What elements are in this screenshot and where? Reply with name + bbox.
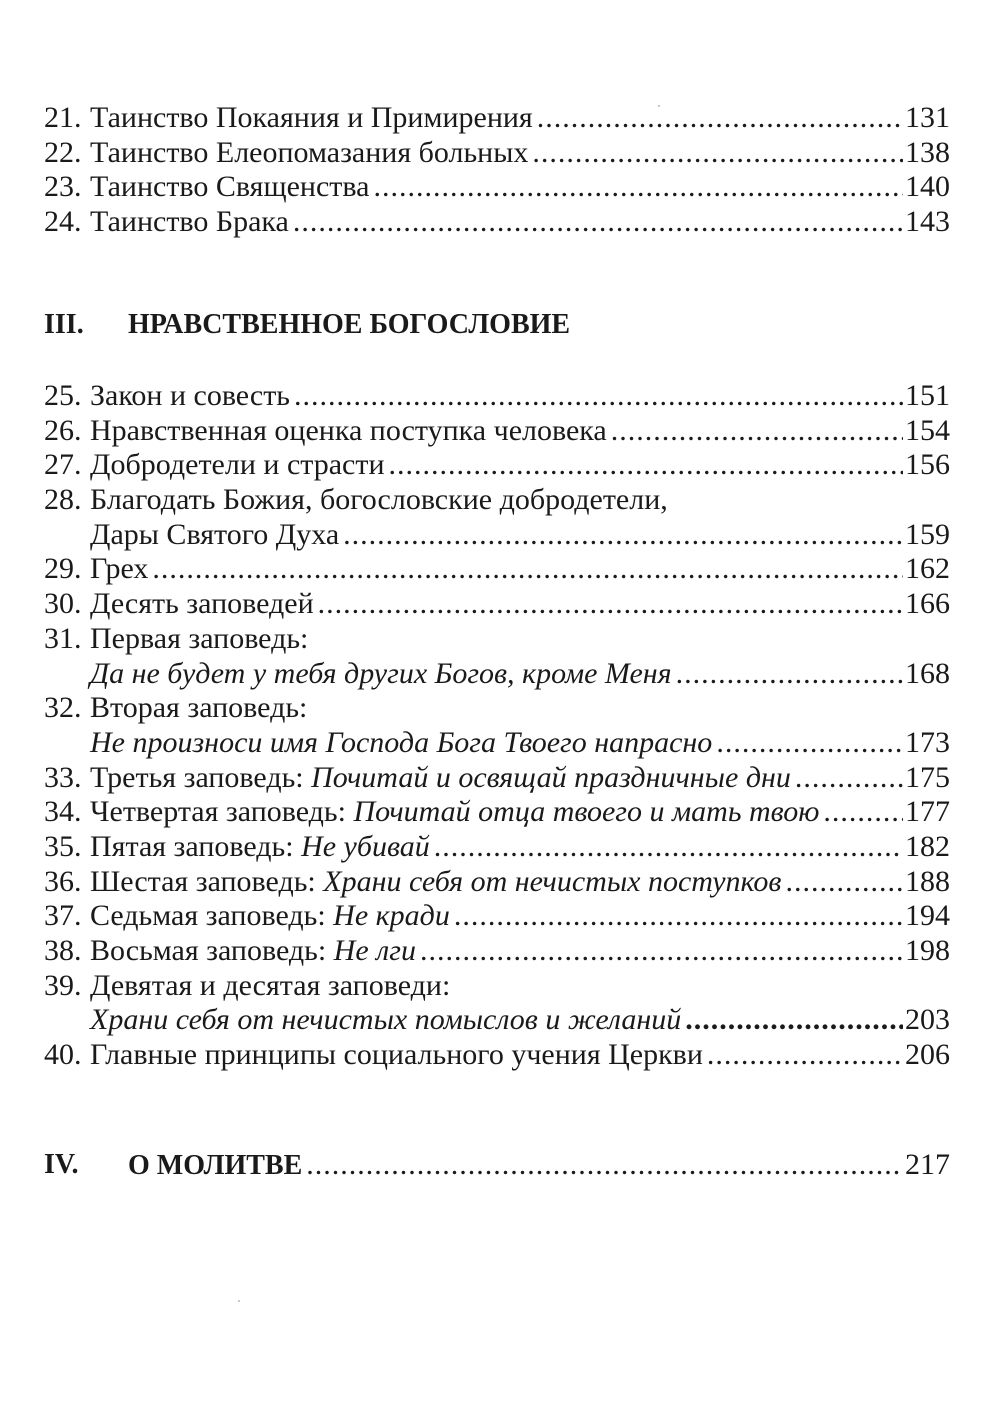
entry-number: 29.: [44, 552, 82, 586]
entry-page: 166: [905, 587, 950, 621]
toc-entry: [44, 969, 950, 1004]
commandment-text: Почитай и освящай праздничные дни: [311, 760, 791, 794]
toc-entry-continuation: [44, 518, 950, 553]
toc-entry: [44, 830, 950, 865]
entry-title: Добродетели и страсти: [90, 448, 385, 482]
commandment-text: Не лги: [333, 934, 416, 967]
dot-leader: [420, 934, 903, 969]
entry-title: Четвертая заповедь:: [90, 795, 354, 829]
toc-entry-continuation: [44, 1003, 950, 1038]
entry-number: 40.: [44, 1038, 82, 1072]
entry-page: 206: [905, 1038, 950, 1072]
toc-entry: [44, 205, 950, 240]
entry-title: Грех: [90, 552, 149, 586]
entry-title: Главные принципы социального учения Церкви: [90, 1038, 703, 1072]
dot-leader: [373, 170, 903, 205]
entry-number: 38.: [44, 934, 82, 967]
entry-number: 26.: [44, 413, 82, 447]
entry-title: Третья заповедь:: [90, 760, 312, 794]
entry-title-line-1: Благодать Божия, богословские добродетели,: [90, 483, 668, 517]
section-number: III.: [44, 309, 84, 340]
entry-number: 22.: [44, 135, 82, 169]
entry-title: Нравственная оценка поступка человека: [90, 413, 607, 447]
dot-leader: [685, 1003, 903, 1038]
dot-leader: [389, 448, 903, 483]
toc-entry: [44, 136, 950, 171]
entry-number: 24.: [44, 205, 82, 239]
dot-leader: [795, 761, 903, 796]
toc-entry: [44, 865, 950, 900]
toc-entry: [44, 448, 950, 483]
entry-page: 159: [905, 517, 950, 551]
entry-number: 28.: [44, 483, 82, 517]
section-4-entry: [44, 1147, 950, 1183]
entry-number: 33.: [44, 760, 82, 794]
entry-title: Таинство Брака: [90, 205, 289, 239]
section-title: НРАВСТВЕННОЕ БОГОСЛОВИЕ: [128, 309, 571, 340]
entry-title: Пятая заповедь:: [90, 829, 302, 863]
entry-page: 168: [905, 656, 950, 690]
dot-leader: [785, 865, 903, 900]
entry-number: 31.: [44, 621, 82, 655]
entry-title: Закон и совесть: [90, 379, 290, 412]
entry-page: 151: [905, 379, 950, 412]
commandment-text: Почитай отца твоего и мать твою: [353, 795, 820, 829]
dot-leader: [611, 414, 903, 449]
entry-number: 34.: [44, 795, 82, 829]
entry-page: 203: [905, 1003, 950, 1037]
toc-entry: [44, 552, 950, 587]
entry-title-line-2: Храни себя от нечистых помыслов и желаний: [90, 1003, 682, 1037]
entry-page: 156: [905, 448, 950, 482]
toc-entry: [44, 587, 950, 622]
entry-page: 188: [905, 864, 950, 898]
entry-page: 173: [905, 725, 950, 759]
entry-page: 182: [905, 829, 950, 863]
entry-page: 217: [905, 1148, 950, 1181]
commandment-text: Не убивай: [301, 829, 430, 863]
dot-leader: [434, 830, 903, 865]
entry-number: 36.: [44, 864, 82, 898]
entry-page: 131: [905, 101, 950, 134]
entry-number: 23.: [44, 170, 82, 204]
entry-number: 27.: [44, 448, 82, 482]
toc-entry: [44, 1038, 950, 1073]
toc-section-3: [44, 379, 950, 1073]
entry-page: 177: [905, 795, 950, 829]
entry-title: Восьмая заповедь:: [90, 934, 334, 967]
entry-title: Седьмая заповедь:: [90, 899, 334, 933]
entry-page: 138: [905, 135, 950, 169]
entry-title: Десять заповедей: [90, 587, 314, 621]
toc-entry: [44, 170, 950, 205]
dot-leader: [293, 205, 903, 240]
entry-number: 30.: [44, 587, 82, 621]
entry-title: Таинство Покаяния и Примирения: [90, 101, 533, 134]
dot-leader: [676, 657, 903, 692]
entry-number: 32.: [44, 691, 82, 725]
dot-leader: [306, 1147, 903, 1183]
entry-page: 143: [905, 205, 950, 239]
dot-leader: [707, 1038, 903, 1073]
section-number: IV.: [44, 1149, 79, 1180]
entry-page: 140: [905, 170, 950, 204]
commandment-text: Не кради: [333, 899, 450, 933]
toc-entry: [44, 795, 950, 830]
section-title: О МОЛИТВЕ: [128, 1150, 303, 1181]
dot-leader: [318, 587, 903, 622]
entry-number: 39.: [44, 968, 82, 1002]
entry-page: 175: [905, 760, 950, 794]
toc-entry: [44, 101, 950, 136]
toc-entry: [44, 899, 950, 934]
entry-title-line-2: Не произноси имя Господа Бога Твоего напрасно: [90, 725, 713, 759]
dot-leader: [454, 899, 903, 934]
scan-speck: [658, 105, 660, 107]
toc-entry: [44, 483, 950, 518]
toc-entry-continuation: [44, 726, 950, 761]
entry-title-line-1: Девятая и десятая заповеди:: [90, 968, 451, 1002]
entry-title: Шестая заповедь:: [90, 864, 324, 898]
scan-speck: [238, 1300, 240, 1302]
dot-leader: [343, 518, 903, 553]
dot-leader: [532, 136, 903, 171]
entry-number: 37.: [44, 899, 82, 933]
commandment-text: Храни себя от нечистых поступков: [323, 864, 782, 898]
entry-page: 154: [905, 413, 950, 447]
dot-leader: [294, 379, 903, 414]
dot-leader: [823, 795, 903, 830]
dot-leader: [152, 552, 903, 587]
entry-page: 162: [905, 552, 950, 586]
toc-entry: [44, 414, 950, 449]
dot-leader: [716, 726, 903, 761]
entry-page: 194: [905, 899, 950, 933]
entry-number: 35.: [44, 829, 82, 863]
toc-entry-continuation: [44, 657, 950, 692]
entry-title-line-1: Первая заповедь:: [90, 621, 309, 655]
entry-number: 21.: [44, 101, 82, 134]
entry-title-line-1: Вторая заповедь:: [90, 691, 308, 725]
toc-entry: [44, 761, 950, 796]
toc-entry: [44, 379, 950, 414]
entry-title-line-2: Да не будет у тебя других Богов, кроме Меня: [90, 656, 672, 690]
entry-page: 198: [905, 934, 950, 967]
entry-title-line-2: Дары Святого Духа: [90, 517, 340, 551]
entry-title: Таинство Елеопомазания больных: [90, 135, 529, 169]
toc-entry: [44, 622, 950, 657]
toc-entry: [44, 691, 950, 726]
entry-title: Таинство Священства: [90, 170, 370, 204]
dot-leader: [537, 101, 903, 136]
toc-section-2-tail: [44, 101, 950, 240]
entry-number: 25.: [44, 379, 82, 412]
toc-entry: [44, 934, 950, 969]
